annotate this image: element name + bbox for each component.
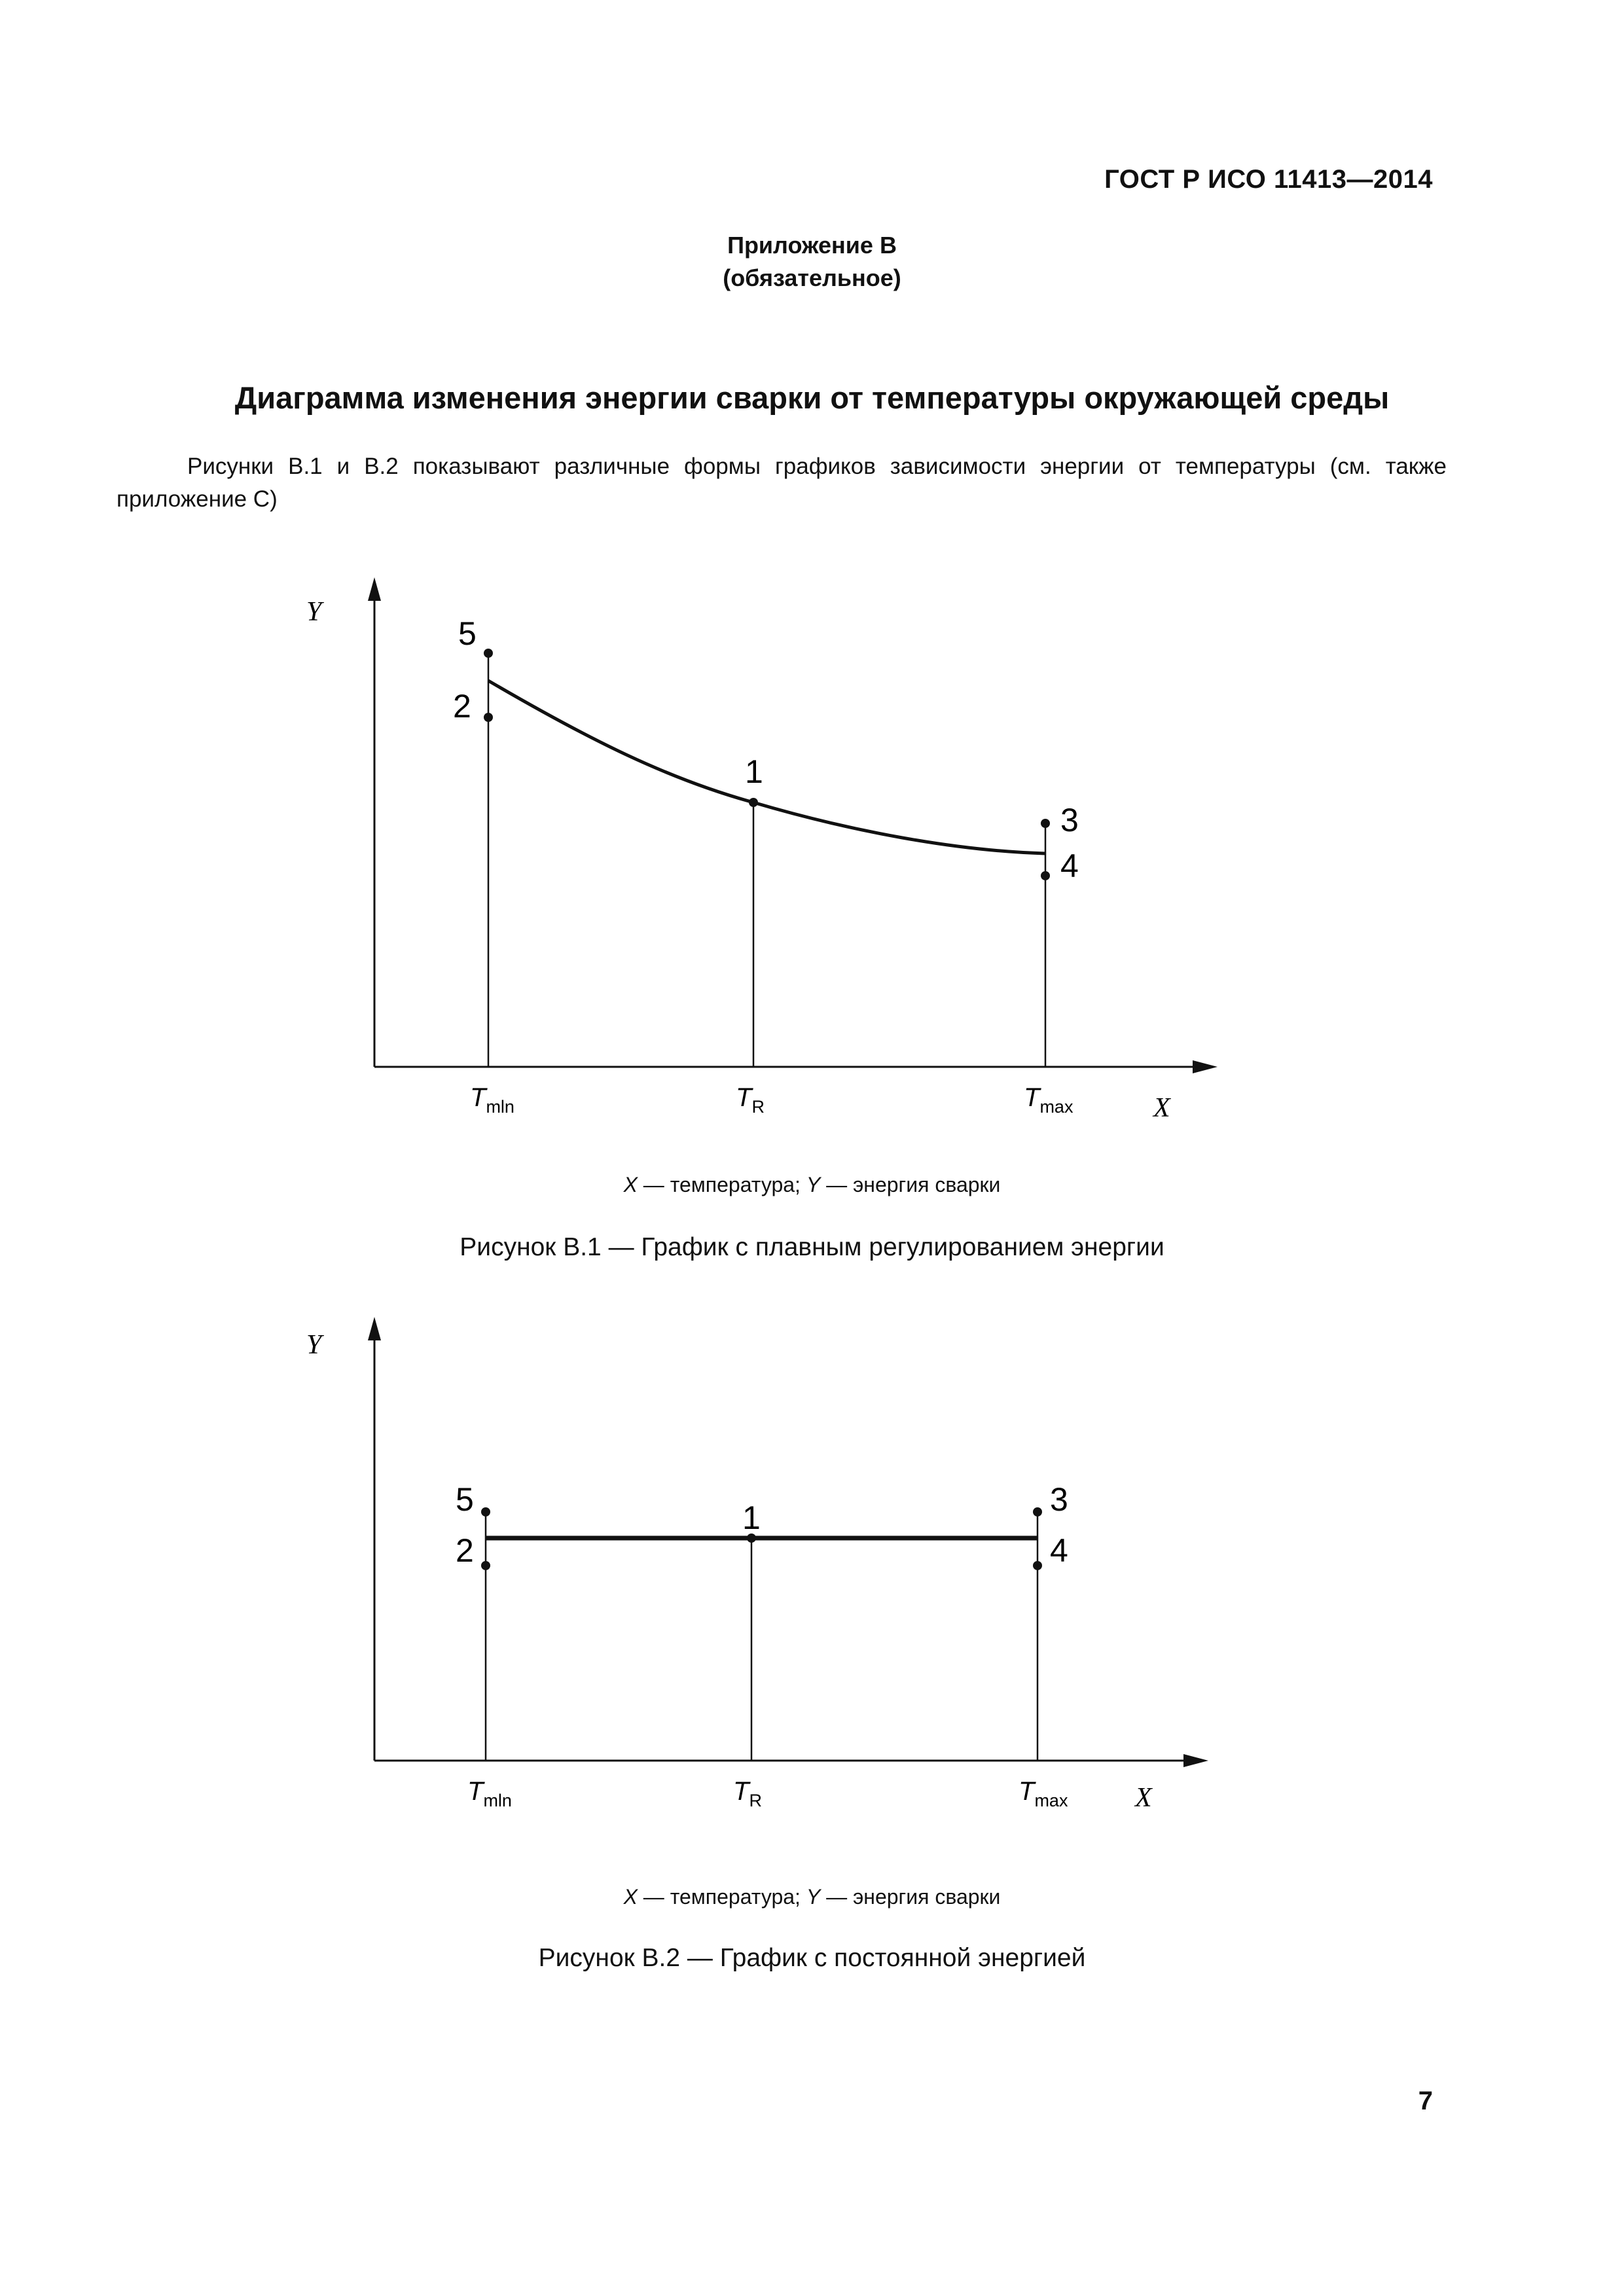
point-label-3: 3 [1050,1481,1068,1518]
page-number: 7 [1418,2087,1433,2115]
figure-b1-chart [0,563,1624,1139]
point-label-1: 1 [742,1499,761,1536]
appendix-heading [0,229,1624,295]
point-label-5: 5 [456,1481,474,1518]
figure-b2-chart [0,1302,1624,1852]
point-3 [1041,819,1050,828]
tick-tmin: $T_{mln}$ [467,1777,512,1810]
section-title: Диаграмма изменения энергии сварки от температуры окружающей среды [234,380,1390,415]
x-axis-label: X [1135,1783,1152,1813]
appendix-status: (обязательное) [723,264,901,291]
figure-b1-legend: X — температура; Y — энергия сварки [623,1173,1001,1196]
point-3 [1033,1507,1042,1516]
figure-b1-caption: Рисунок B.1 — График с плавным регулированием энергии [460,1233,1164,1261]
point-2 [484,713,493,722]
intro-paragraph: Рисунки B.1 и B.2 показывают различные формы графиков зависимости энергии от температуры (см. также приложение C) [117,454,1447,512]
point-label-1: 1 [745,753,763,790]
point-5 [484,649,493,658]
x-axis-label: X [1153,1093,1170,1123]
point-label-2: 2 [456,1532,474,1569]
point-label-4: 4 [1050,1532,1068,1569]
y-axis-arrow [368,1317,381,1340]
point-1 [749,798,758,807]
point-label-4: 4 [1060,848,1079,884]
tick-tr: $T_R$ [733,1777,762,1810]
x-axis-arrow [1193,1060,1218,1073]
point-label-3: 3 [1060,802,1079,838]
figure-b2-caption: Рисунок B.2 — График с постоянной энергией [538,1944,1086,1972]
y-axis-label: Y [306,1330,322,1360]
energy-curve [488,681,1045,853]
point-5 [481,1507,490,1516]
y-axis-arrow [368,577,381,601]
point-4 [1041,871,1050,880]
appendix-title: Приложение B [727,232,897,259]
point-label-5: 5 [458,615,477,652]
x-axis-arrow [1183,1754,1208,1767]
standard-code: ГОСТ Р ИСО 11413—2014 [1104,165,1433,194]
point-2 [481,1561,490,1570]
tick-tmin: $T_{mln}$ [470,1083,514,1117]
point-4 [1033,1561,1042,1570]
tick-tmax: $T_{max}$ [1019,1777,1068,1810]
figure-b2-legend: X — температура; Y — энергия сварки [623,1885,1001,1909]
point-label-2: 2 [453,688,471,725]
tick-tr: $T_R$ [736,1083,765,1117]
tick-tmax: $T_{max}$ [1024,1083,1074,1117]
y-axis-label: Y [306,597,322,627]
